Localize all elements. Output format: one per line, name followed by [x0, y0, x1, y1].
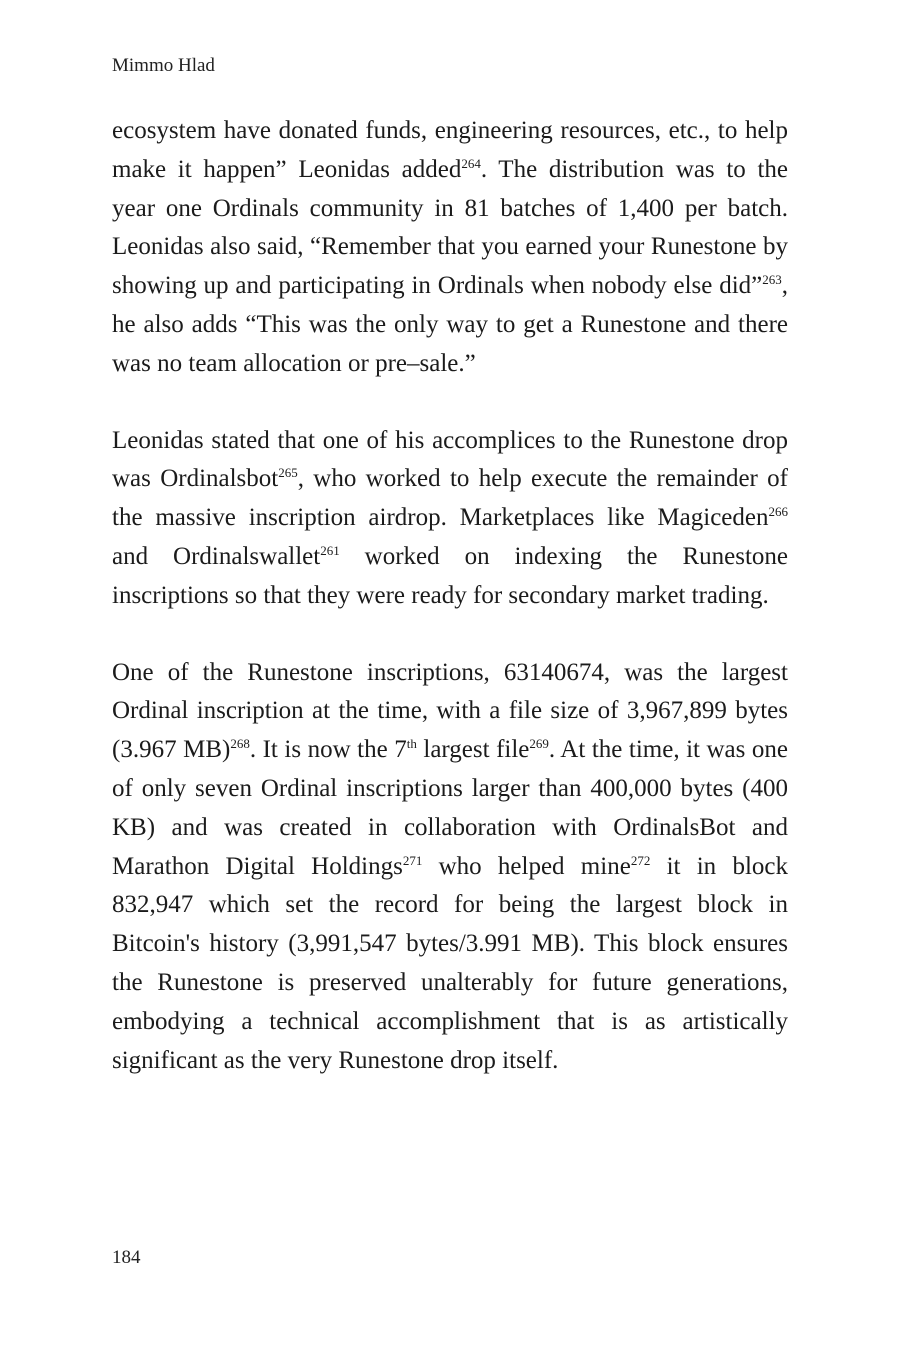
paragraph	[112, 112, 788, 384]
footnote-ref: 266	[768, 504, 788, 520]
body-text	[112, 112, 788, 1080]
text-run: largest file	[416, 736, 530, 764]
footnote-ref: th	[406, 736, 417, 752]
page-number: 184	[112, 1247, 141, 1268]
paragraph	[112, 422, 788, 616]
footnote-ref: 272	[630, 852, 651, 868]
text-run: it in block 832,947 which set the record for being the largest block in Bitcoin's history (3,991,547 bytes/3.991 MB). This block ensures the Runestone is preserved unalterably for future generations, embodying a technical accomplishment that is as artistically significant as the very Runestone drop itself.	[112, 852, 788, 1074]
footnote-ref: 271	[402, 852, 423, 868]
footnote-ref: 263	[762, 272, 782, 288]
text-run: who helped mine	[422, 852, 631, 880]
text-run: worked on indexing the Runestone inscriptions so that they were ready for secondary market trading.	[112, 542, 788, 609]
footnote-ref: 261	[320, 542, 340, 558]
text-run: . At the time, it was one of only seven Ordinal inscriptions larger than 400,000 bytes (400 KB) and was created in collaboration with OrdinalsBot and Marathon Digital Holdings	[112, 736, 788, 880]
text-run: and Ordinalswallet	[112, 542, 321, 570]
text-run: , who worked to help execute the remainder of the massive inscription airdrop. Marketplaces like Magiceden	[112, 465, 789, 532]
text-run: . It is now the 7	[249, 736, 407, 764]
running-head-author: Mimmo Hlad	[112, 55, 215, 76]
text-run: ecosystem have donated funds, engineering resources, etc., to help make it happen” Leonidas added	[112, 117, 788, 183]
paragraph	[112, 654, 788, 1081]
footnote-ref: 264	[461, 155, 481, 171]
footnote-ref: 265	[278, 465, 298, 481]
text-run: , he also adds “This was the only way to get a Runestone and there was no team allocation or pre–sale.”	[112, 272, 788, 377]
footnote-ref: 269	[529, 736, 549, 752]
text-run: . The distribution was to the year one Ordinals community in 81 batches of 1,400 per batch. Leonidas also said, “Remember that you earned your Runestone by showing up and participating in Ordinals when nobody else did”	[112, 155, 788, 300]
text-run: Leonidas stated that one of his accomplices to the Runestone drop was Ordinalsbot	[112, 426, 788, 493]
footnote-ref: 268	[230, 736, 250, 752]
text-run: One of the Runestone inscriptions, 63140674, was the largest Ordinal inscription at the time, with a file size of 3,967,899 bytes (3.967 MB)	[112, 658, 788, 764]
